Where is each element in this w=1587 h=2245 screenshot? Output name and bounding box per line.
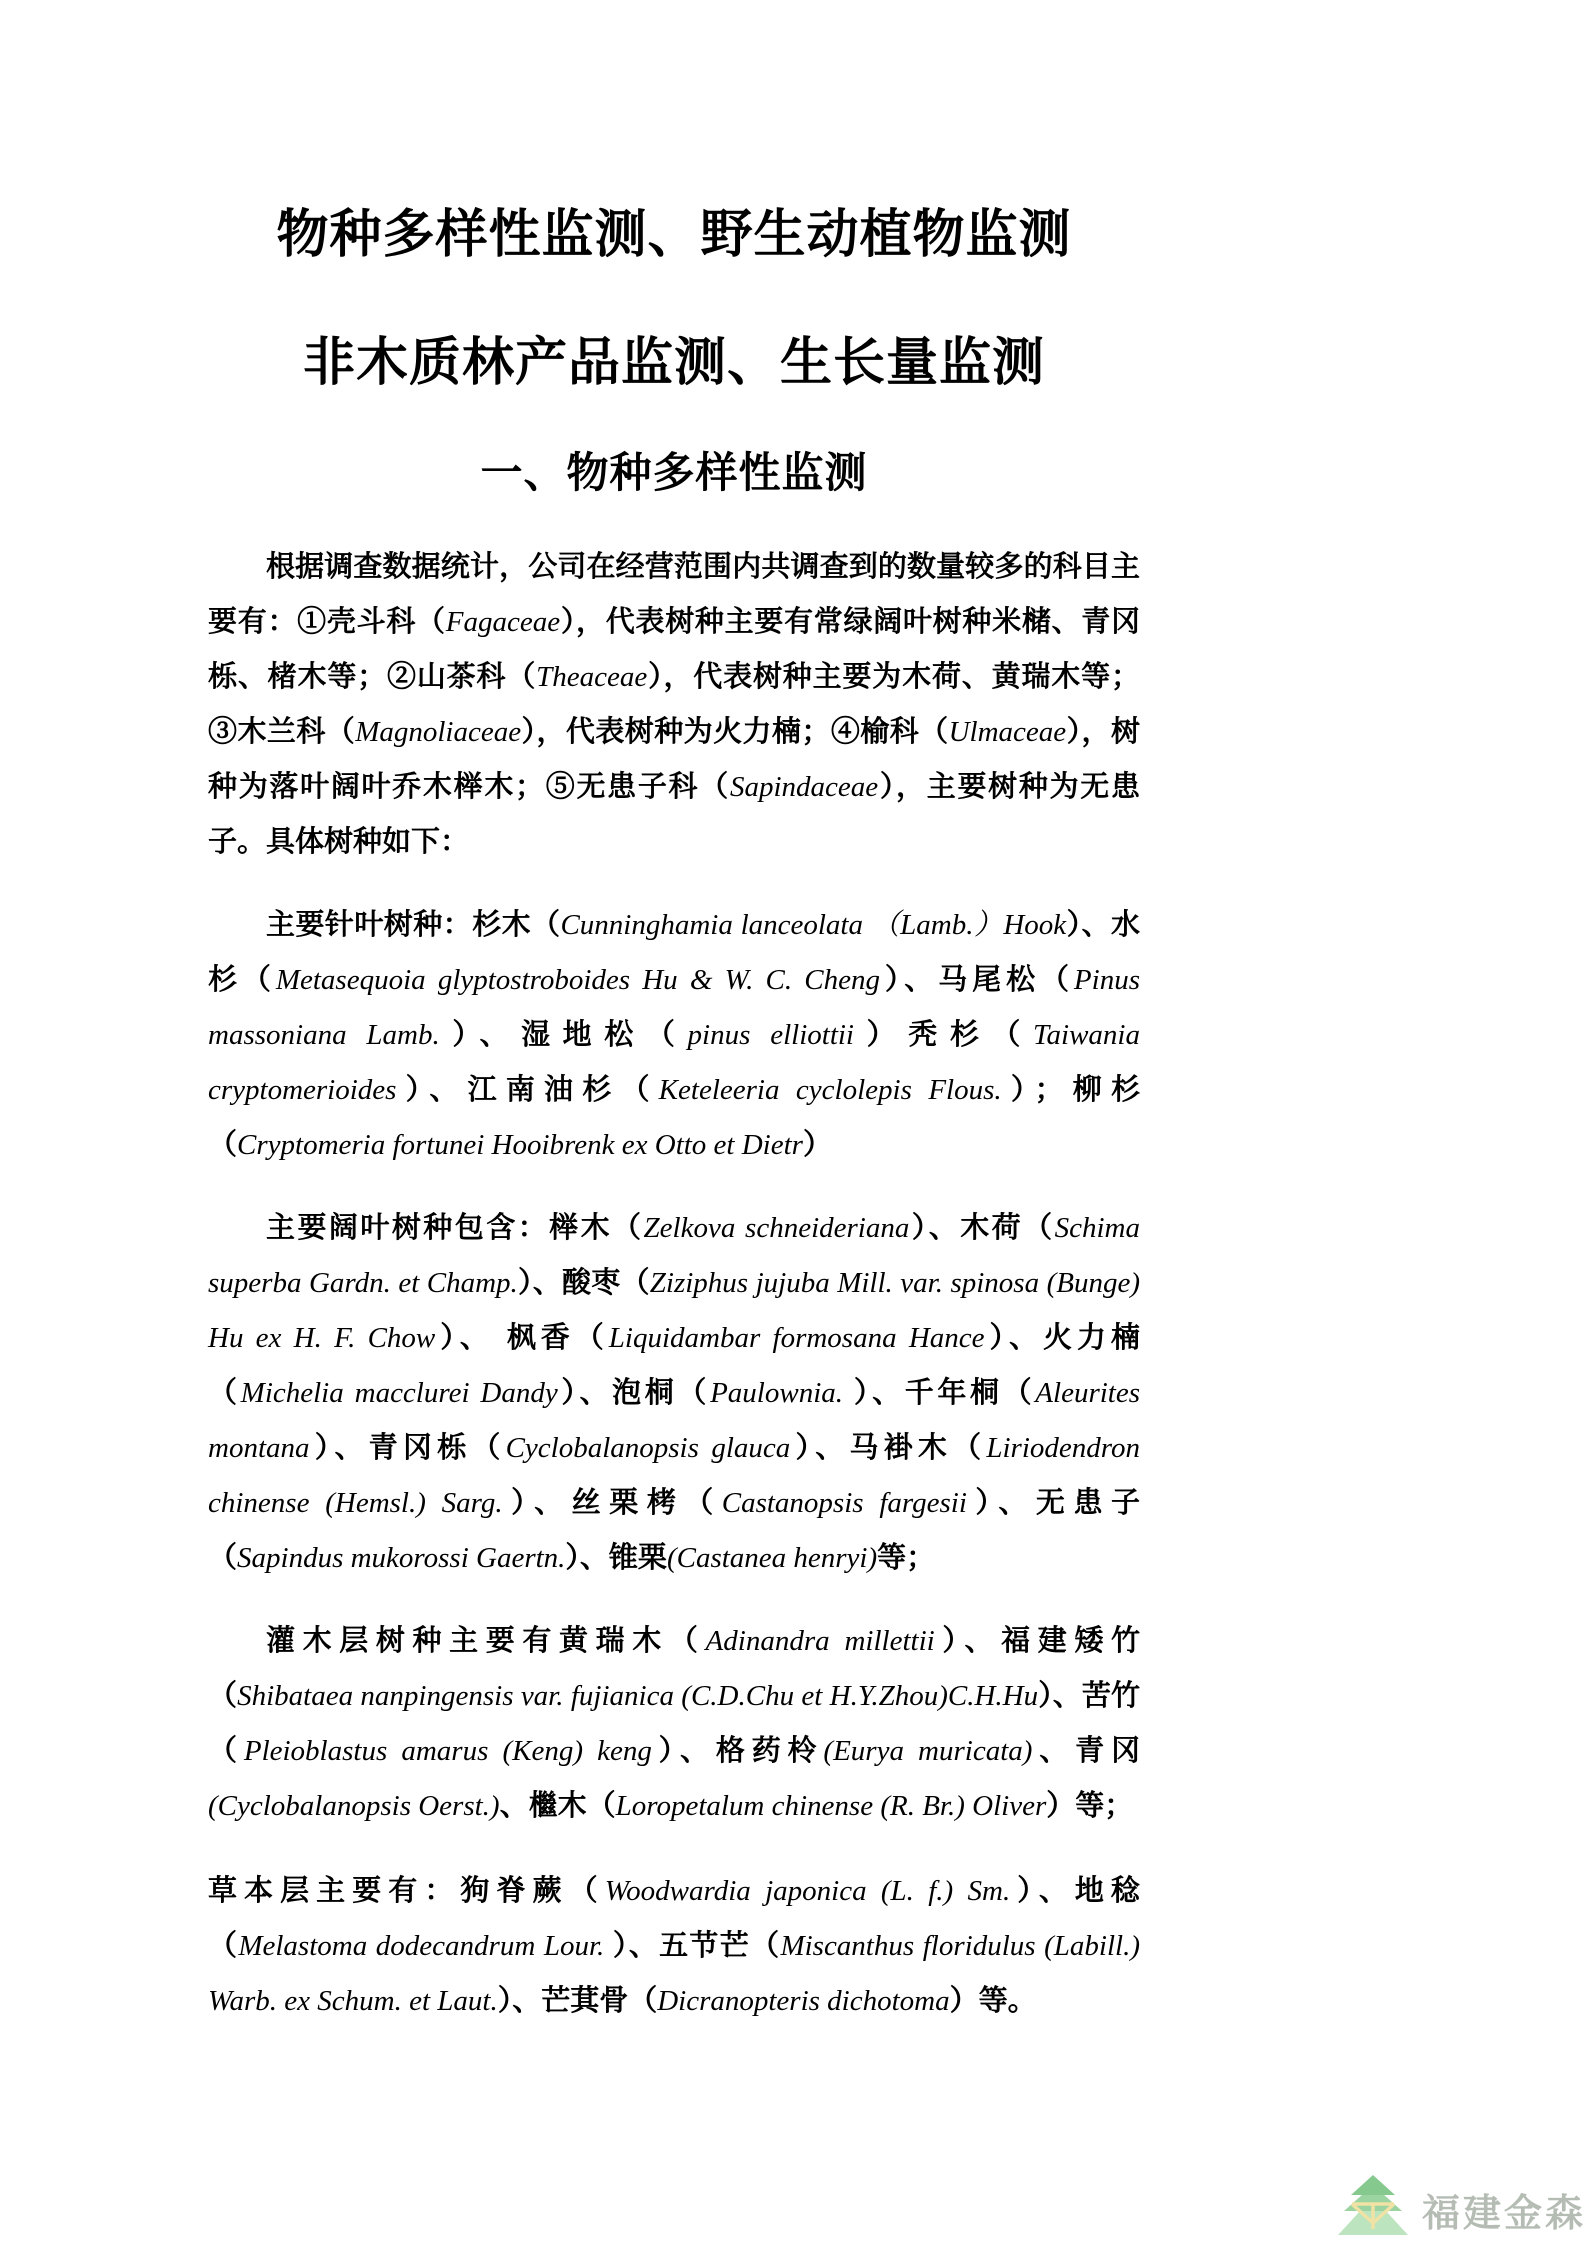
tree-logo-icon: [1338, 2175, 1408, 2235]
text-run: ）、马尾松（: [879, 964, 1074, 996]
species-latin-name: Castanopsis fargesii: [721, 1487, 967, 1519]
text-run: ）等。: [949, 1985, 1037, 2017]
text-run: 根据调查数据统计，公司在经营范围内共调查到的数量较多的科目主要有：①壳斗科（: [208, 551, 1140, 638]
text-run: ）；柳杉（: [208, 1074, 1140, 1161]
paragraph-herb-layer-species: [208, 1864, 1140, 2029]
text-run: ），主要树种为无患子。具体树种如下：: [208, 771, 1140, 858]
species-latin-name: Woodwardia japonica (L. f.) Sm.: [604, 1875, 1011, 1907]
species-latin-name: Michelia macclurei Dandy: [240, 1377, 558, 1409]
text-run: ）、湿地松（: [439, 1019, 688, 1051]
species-latin-name: Schima superba Gardn. et Champ.: [208, 1212, 1140, 1299]
species-latin-name: Pinus massoniana Lamb.: [208, 964, 1140, 1051]
text-run: 主要阔叶树种包含：榉木（: [266, 1212, 644, 1244]
text-run: ）、无患子（: [208, 1487, 1140, 1574]
species-latin-name: Shibataea nanpingensis var. fujianica (C.D.Chu et H.Y.Zhou)C.H.Hu: [237, 1680, 1039, 1712]
text-run: ）等；: [1046, 1790, 1134, 1822]
species-latin-name: Cryptomeria fortunei Hooibrenk ex Otto et Dietr: [237, 1129, 803, 1161]
paragraph-families-overview: [208, 540, 1140, 870]
species-latin-name: Paulownia.: [710, 1377, 854, 1409]
text-run: 等；: [877, 1542, 936, 1574]
species-latin-name: (Cyclobalanopsis Oerst.): [208, 1790, 500, 1822]
text-run: ）、锥栗: [565, 1542, 667, 1574]
species-latin-name: Sapindaceae: [729, 771, 879, 803]
species-latin-name: Metasequoia glyptostroboides Hu & W. C. Cheng: [275, 964, 880, 996]
text-run: ）、水杉（: [208, 909, 1140, 996]
species-latin-name: Sapindus mukorossi Gaertn.: [237, 1542, 566, 1574]
company-logo-text: 福建金森: [1422, 2193, 1587, 2235]
species-latin-name: Melastoma dodecandrum Lour.: [238, 1930, 613, 1962]
species-latin-name: Cyclobalanopsis glauca: [505, 1432, 791, 1464]
text-run: ），代表树种主要有常绿阔叶树种米槠、青冈栎、楮木等；②山茶科（: [208, 606, 1140, 693]
text-run: ）、千年桐（: [853, 1377, 1036, 1409]
text-run: ）、苦竹（: [208, 1680, 1140, 1767]
species-latin-name: Miscanthus floridulus (Labill.) Warb. ex Schum. et Laut.: [208, 1930, 1140, 2017]
text-run: 灌木层树种主要有黄瑞木（: [266, 1625, 706, 1657]
company-logo: [1338, 2173, 1587, 2245]
text-run: ）、酸枣（: [517, 1267, 650, 1299]
species-latin-name: Magnoliaceae: [355, 716, 522, 748]
text-run: 草本层主要有：狗脊蕨（: [208, 1875, 605, 1907]
text-run: ）、福建矮竹（: [208, 1625, 1140, 1712]
text-run: 、檵木（: [499, 1790, 616, 1822]
species-latin-name: Keteleeria cyclolepis Flous.: [658, 1074, 1002, 1106]
text-run: ）、五节芒（: [612, 1930, 781, 1962]
paragraph-conifer-species: [208, 898, 1140, 1173]
document-title-line2: 非木质林产品监测、生长量监测: [302, 334, 1045, 392]
species-latin-name: pinus elliottii: [687, 1019, 854, 1051]
species-latin-name: Adinandra millettii: [705, 1625, 935, 1657]
text-run: ）、丝栗栲（: [502, 1487, 722, 1519]
species-latin-name: Ziziphus jujuba Mill. var. spinosa (Bunge) Hu ex H. F. Chow: [208, 1267, 1140, 1354]
species-latin-name: Cunninghamia lanceolata （Lamb.）Hook: [560, 909, 1067, 941]
text-run: ）: [802, 1129, 832, 1161]
species-latin-name: Aleurites montana: [208, 1377, 1140, 1464]
text-run: ），代表树种为火力楠；④榆科（: [521, 716, 949, 748]
section-heading: 一、物种多样性监测: [480, 449, 868, 496]
text-run: ）、泡桐（: [557, 1377, 711, 1409]
text-run: ）、江南油杉（: [396, 1074, 659, 1106]
paragraph-shrub-layer-species: [208, 1614, 1140, 1834]
text-run: ），树种为落叶阔叶乔木榉木；⑤无患子科（: [208, 716, 1140, 803]
text-run: ）秃杉（: [854, 1019, 1034, 1051]
text-run: ）、地稔（: [208, 1875, 1140, 1962]
species-latin-name: Dicranopteris dichotoma: [657, 1985, 950, 2017]
text-run: ）、芒萁骨（: [497, 1985, 658, 2017]
text-run: ）、格药柃: [651, 1735, 824, 1767]
text-run: ）、 枫香（: [435, 1322, 609, 1354]
document-content: [208, 0, 1140, 2029]
species-latin-name: Theaceae: [536, 661, 648, 693]
species-latin-name: Loropetalum chinense (R. Br.) Oliver: [615, 1790, 1047, 1822]
text-run: 、青冈: [1032, 1735, 1140, 1767]
species-latin-name: Ulmaceae: [948, 716, 1067, 748]
species-latin-name: Fagaceae: [445, 606, 561, 638]
species-latin-name: Zelkova schneideriana: [643, 1212, 910, 1244]
text-run: ），代表树种主要为木荷、黄瑞木等；③木兰科（: [208, 661, 1140, 748]
species-latin-name: Pleioblastus amarus (Keng) keng: [243, 1735, 652, 1767]
text-run: ）、青冈栎（: [309, 1432, 506, 1464]
text-run: ）、马褂木（: [790, 1432, 987, 1464]
species-latin-name: Taiwania cryptomerioides: [208, 1019, 1140, 1106]
company-logo-graphic: [1338, 2173, 1587, 2243]
document-title-line1: 物种多样性监测、野生动植物监测: [276, 206, 1072, 264]
species-latin-name: Liriodendron chinense (Hemsl.) Sarg.: [208, 1432, 1140, 1519]
species-latin-name: (Eurya muricata): [823, 1735, 1033, 1767]
text-run: ）、木荷（: [909, 1212, 1055, 1244]
species-latin-name: Liquidambar formosana Hance: [608, 1322, 985, 1354]
species-latin-name: (Castanea henryi): [666, 1542, 878, 1574]
text-run: ）、火力楠（: [208, 1322, 1140, 1409]
paragraph-broadleaf-species: [208, 1201, 1140, 1586]
text-run: 主要针叶树种：杉木（: [266, 909, 561, 941]
